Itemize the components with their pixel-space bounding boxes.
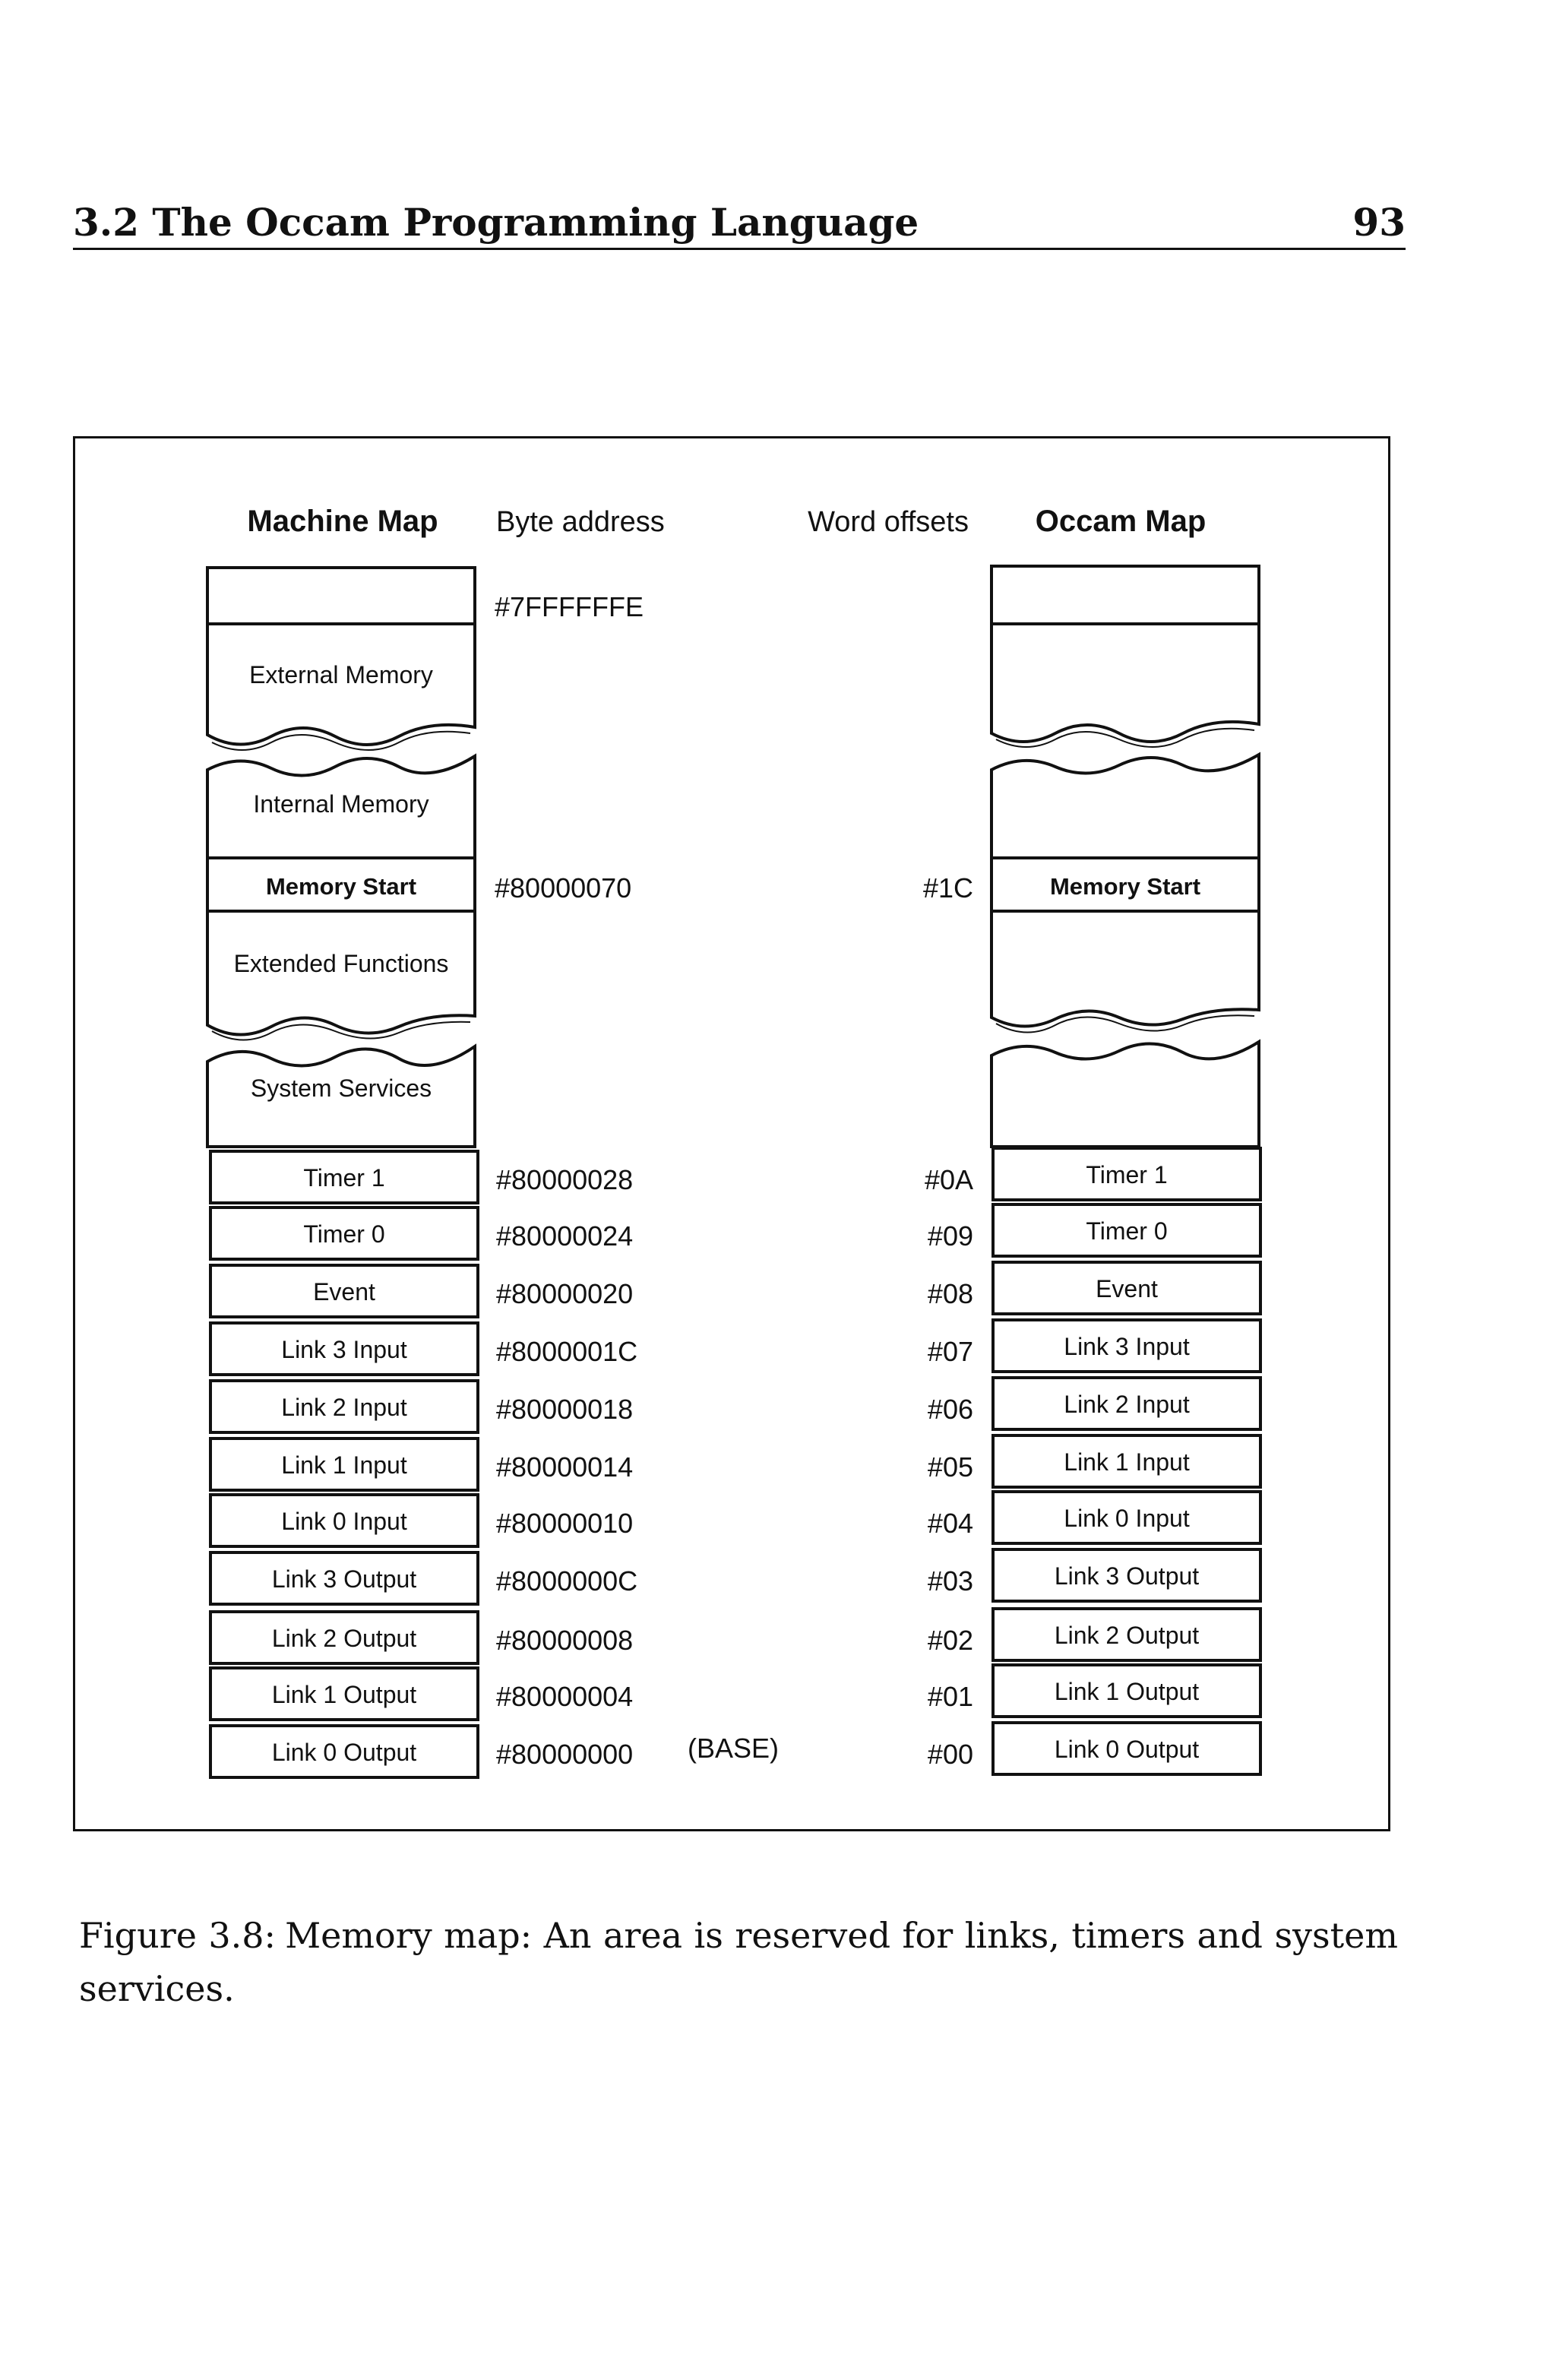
word-offset: #03: [927, 1565, 973, 1597]
machine-row-label: Link 0 Output: [271, 1739, 417, 1766]
machine-system-services-label: System Services: [250, 1074, 432, 1102]
byte-address: #80000014: [496, 1451, 634, 1483]
heading-word-offsets: Word offsets: [808, 506, 969, 538]
machine-row-label: Timer 1: [303, 1164, 385, 1192]
reserved-rows: [210, 1148, 1260, 1777]
machine-row-label: Link 2 Output: [271, 1625, 417, 1652]
machine-row-label: Link 2 Input: [281, 1394, 407, 1421]
top-address: #7FFFFFFE: [495, 591, 644, 622]
memstart-offset: #1C: [922, 872, 973, 904]
machine-row-label: Timer 0: [303, 1220, 385, 1248]
occam-row-label: Link 1 Input: [1064, 1448, 1190, 1476]
machine-memory-start-label: Memory Start: [265, 873, 417, 900]
machine-external-memory-label: External Memory: [249, 661, 433, 688]
byte-address: #80000024: [496, 1220, 634, 1252]
word-offset: #04: [927, 1508, 973, 1539]
byte-address: #8000000C: [496, 1565, 638, 1597]
machine-row-label: Link 3 Input: [281, 1336, 407, 1363]
byte-address: #8000001C: [496, 1336, 638, 1367]
word-offset: #02: [927, 1625, 973, 1656]
occam-row-label: Link 2 Output: [1054, 1622, 1200, 1649]
occam-row-label: Timer 1: [1086, 1161, 1168, 1188]
occam-row-label: Link 3 Input: [1064, 1333, 1190, 1360]
byte-address: #80000018: [496, 1394, 634, 1425]
figure-caption: [79, 1909, 1398, 2015]
byte-address: #80000028: [496, 1164, 634, 1195]
word-offset: #05: [927, 1451, 973, 1483]
occam-row-label: Link 0 Output: [1054, 1736, 1200, 1763]
machine-row-label: Link 3 Output: [271, 1565, 417, 1593]
caption-number: Figure 3.8:: [79, 1915, 277, 1956]
memory-map-figure: [75, 438, 1388, 1829]
byte-address: #80000000: [496, 1739, 634, 1770]
word-offset: #09: [927, 1220, 973, 1252]
occam-row-label: Link 0 Input: [1064, 1505, 1190, 1532]
machine-row-label: Event: [313, 1278, 375, 1306]
word-offset: #0A: [924, 1164, 973, 1195]
occam-memory-start-label: Memory Start: [1049, 873, 1201, 900]
word-offset: #07: [927, 1336, 973, 1367]
figure-frame: [73, 436, 1390, 1831]
byte-address: #80000010: [496, 1508, 634, 1539]
occam-row-label: Event: [1096, 1275, 1158, 1302]
occam-row-label: Timer 0: [1086, 1217, 1168, 1245]
chapter-section-title: 3.2 The Occam Programming Language: [73, 200, 919, 245]
byte-address: #80000008: [496, 1625, 634, 1656]
machine-map-column: [207, 568, 475, 1147]
machine-row-label: Link 1 Input: [281, 1451, 407, 1479]
machine-internal-memory-label: Internal Memory: [253, 790, 429, 818]
word-offset: #01: [927, 1681, 973, 1712]
base-label: (BASE): [688, 1733, 780, 1764]
word-offset: #06: [927, 1394, 973, 1425]
memstart-address: #80000070: [495, 872, 632, 904]
word-offset: #00: [927, 1739, 973, 1770]
heading-occam-map: Occam Map: [1035, 505, 1207, 538]
page-number: 93: [1352, 200, 1406, 245]
occam-row-label: Link 2 Input: [1064, 1391, 1190, 1418]
heading-machine-map: Machine Map: [247, 505, 438, 538]
occam-row-label: Link 3 Output: [1054, 1562, 1200, 1590]
byte-address: #80000020: [496, 1278, 634, 1309]
word-offset: #08: [927, 1278, 973, 1309]
running-header: [73, 195, 1406, 250]
byte-address: #80000004: [496, 1681, 634, 1712]
machine-extended-functions-label: Extended Functions: [233, 950, 449, 977]
machine-row-label: Link 0 Input: [281, 1508, 407, 1535]
machine-row-label: Link 1 Output: [271, 1681, 417, 1708]
caption-text: Memory map: An area is reserved for links, timers and system services.: [79, 1915, 1398, 2009]
occam-row-label: Link 1 Output: [1054, 1678, 1200, 1705]
heading-byte-address: Byte address: [496, 506, 665, 538]
occam-map-column: [991, 566, 1259, 1147]
